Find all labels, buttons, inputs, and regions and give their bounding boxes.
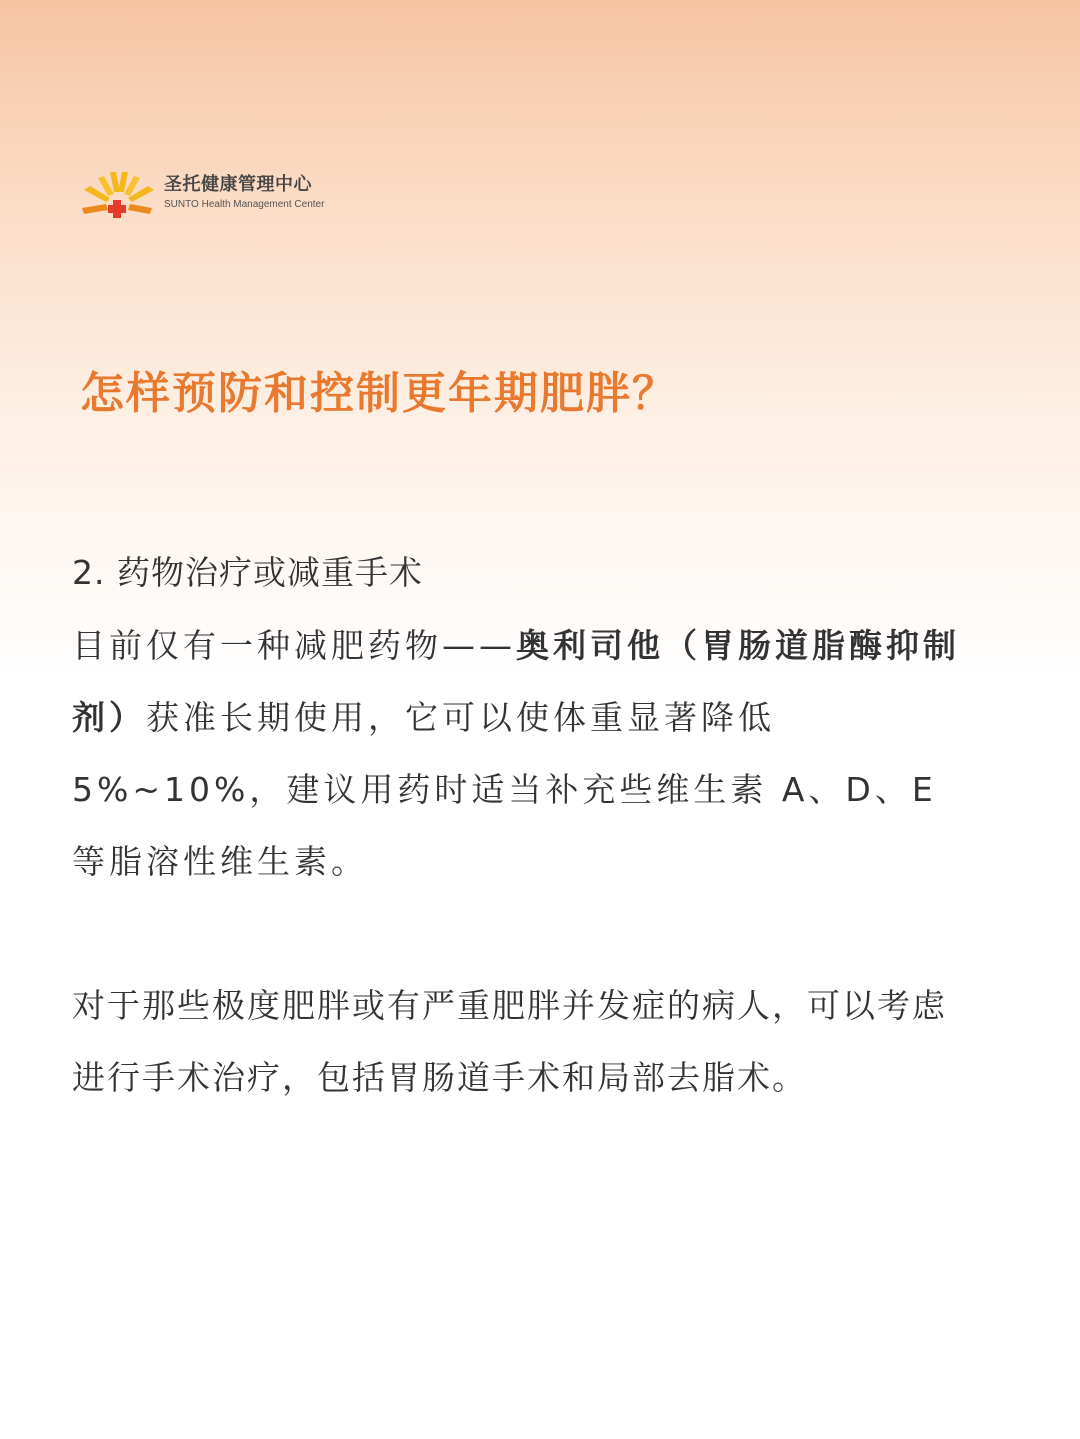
paragraph-medication-intro: 目前仅有一种减肥药物—— (72, 626, 516, 665)
section-heading: 2. 药物治疗或减重手术 (72, 553, 423, 592)
logo-name-cn: 圣托健康管理中心 (164, 174, 312, 195)
logo-name-en: SUNTO Health Management Center (164, 199, 325, 210)
logo-sun-icon (80, 168, 154, 218)
page-title: 怎样预防和控制更年期肥胖？ (80, 368, 678, 419)
paragraph-medication-drug: 奥利司他（胃肠道脂酶抑制剂） (72, 626, 960, 737)
logo (80, 168, 324, 218)
paragraph-surgery: 对于那些极度肥胖或有严重肥胖并发症的病人，可以考虑进行手术治疗，包括胃肠道手术和局部去脂术。 (72, 986, 947, 1097)
paragraph-medication-detail: 获准长期使用，它可以使体重显著降低5%~10%，建议用药时适当补充些维生素 A、D、E 等脂溶性维生素。 (72, 698, 937, 881)
paragraph-medication (72, 610, 968, 898)
